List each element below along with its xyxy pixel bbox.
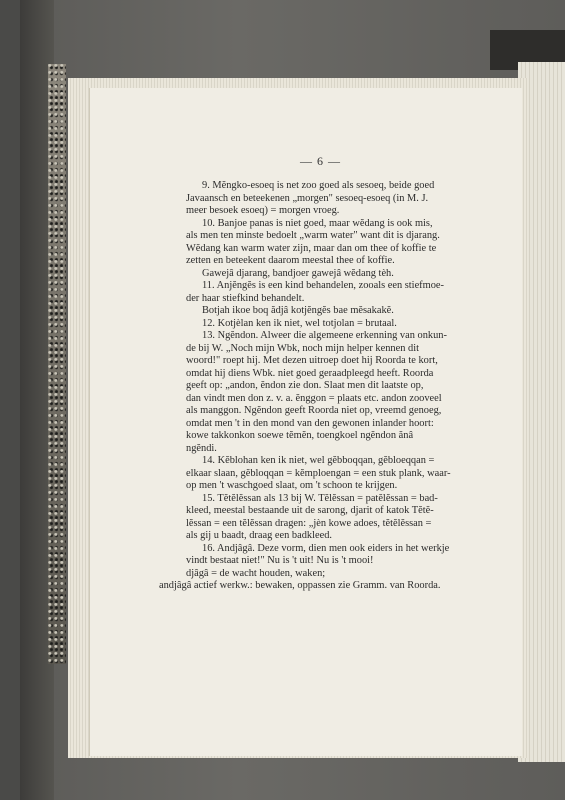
text-line: Gawejâ djarang, bandjoer gawejâ wĕdang tèh. <box>202 267 394 279</box>
text-line: 14. Kĕblohan ken ik niet, wel gĕbboqqan, gĕbloeqqan = <box>202 455 435 466</box>
text-line: dan vindt men don z. v. a. ĕnggon = plaats etc. andon zooveel <box>186 392 442 404</box>
text-line: op men 't waschgoed slaat, om 't schoon te krijgen. <box>186 480 398 491</box>
text-line: elkaar slaan, gĕbloqqan = kĕmploengan = een stuk plank, waar- <box>186 467 451 479</box>
text-line: de bij W. „Noch mijn Wbk, noch mijn helper kennen dit <box>186 342 419 354</box>
text-line: 11. Anjĕngĕs is een kind behandelen, zooals een stiefmoe- <box>202 280 444 291</box>
text-line: kowe takkonkon soewe tĕmĕn, toengkoel ngĕndon ănâ <box>186 430 414 441</box>
text-line: lĕssan = een tĕlĕssan dragen: „jèn kowe adoes, tĕtĕlĕssan = <box>186 517 432 529</box>
text-line: omdat men 't in den mond van den gewonen inlander hoort: <box>186 417 434 429</box>
text-line: Wĕdang kan warm water zijn, maar dan om thee of koffie te <box>186 242 437 254</box>
text-line: zetten en beteekent daarom meestal thee of koffie. <box>186 255 395 266</box>
marbled-endpaper <box>48 64 66 664</box>
text-line: woord!" roept hij. Met dezen uitroep doet hij Roorda te kort, <box>186 355 438 366</box>
text-line: omdat hij diens Wbk. niet goed geraadpleegd heeft. Roorda <box>186 367 434 379</box>
page-number: — 6 — <box>300 154 341 168</box>
text-line: 9. Mĕngko-esoeq is net zoo goed als sesoeq, beide goed <box>202 180 435 191</box>
text-line: meer besoek esoeq) = morgen vroeg. <box>186 205 340 216</box>
text-line: djâgâ = de wacht houden, waken; <box>186 567 326 579</box>
text-line: 12. Kotjèlan ken ik niet, wel totjolan = brutaal. <box>202 317 397 329</box>
text-line: geeft op: „andon, ĕndon zie don. Slaat men dit laatste op, <box>186 380 424 391</box>
text-line: 10. Banjoe panas is niet goed, maar wĕdang is ook mis, <box>202 217 433 229</box>
text-line: 15. Tĕtĕlĕssan als 13 bij W. Tĕlĕssan = patĕlĕssan = bad- <box>202 492 438 504</box>
text-line: der haar stiefkind behandelt. <box>186 292 305 304</box>
text-line: als gij u baadt, draag een badkleed. <box>186 530 332 541</box>
text-line: andjâgâ actief werkw.: bewaken, oppassen zie Gramm. van Roorda. <box>159 580 441 591</box>
body-text <box>159 180 490 593</box>
text-line: ngĕndi. <box>186 442 217 454</box>
text-line: vindt bestaat niet!" Nu is 't uit! Nu is 't mooi! <box>186 555 374 566</box>
text-line: kleed, meestal bestaande uit de sarong, djarit of katok Tĕtĕ- <box>186 505 434 516</box>
text-line: 16. Andjâgâ. Deze vorm, dien men ook eiders in het werkje <box>202 542 450 554</box>
text-line: als men ten minste bedoelt „warm water" want dit is djarang. <box>186 230 440 241</box>
text-line: Botjah ikoe boq ădjâ kotjĕngĕs bae mĕsakakĕ. <box>202 305 394 316</box>
text-line: als manggon. Ngĕndon geeft Roorda niet op, vreemd genoeg, <box>186 405 442 416</box>
text-line: Javaansch en beteekenen „morgen" sesoeq-esoeq (in M. J. <box>186 192 429 204</box>
text-line: 13. Ngĕndon. Alweer die algemeene erkenning van onkun- <box>202 330 447 341</box>
